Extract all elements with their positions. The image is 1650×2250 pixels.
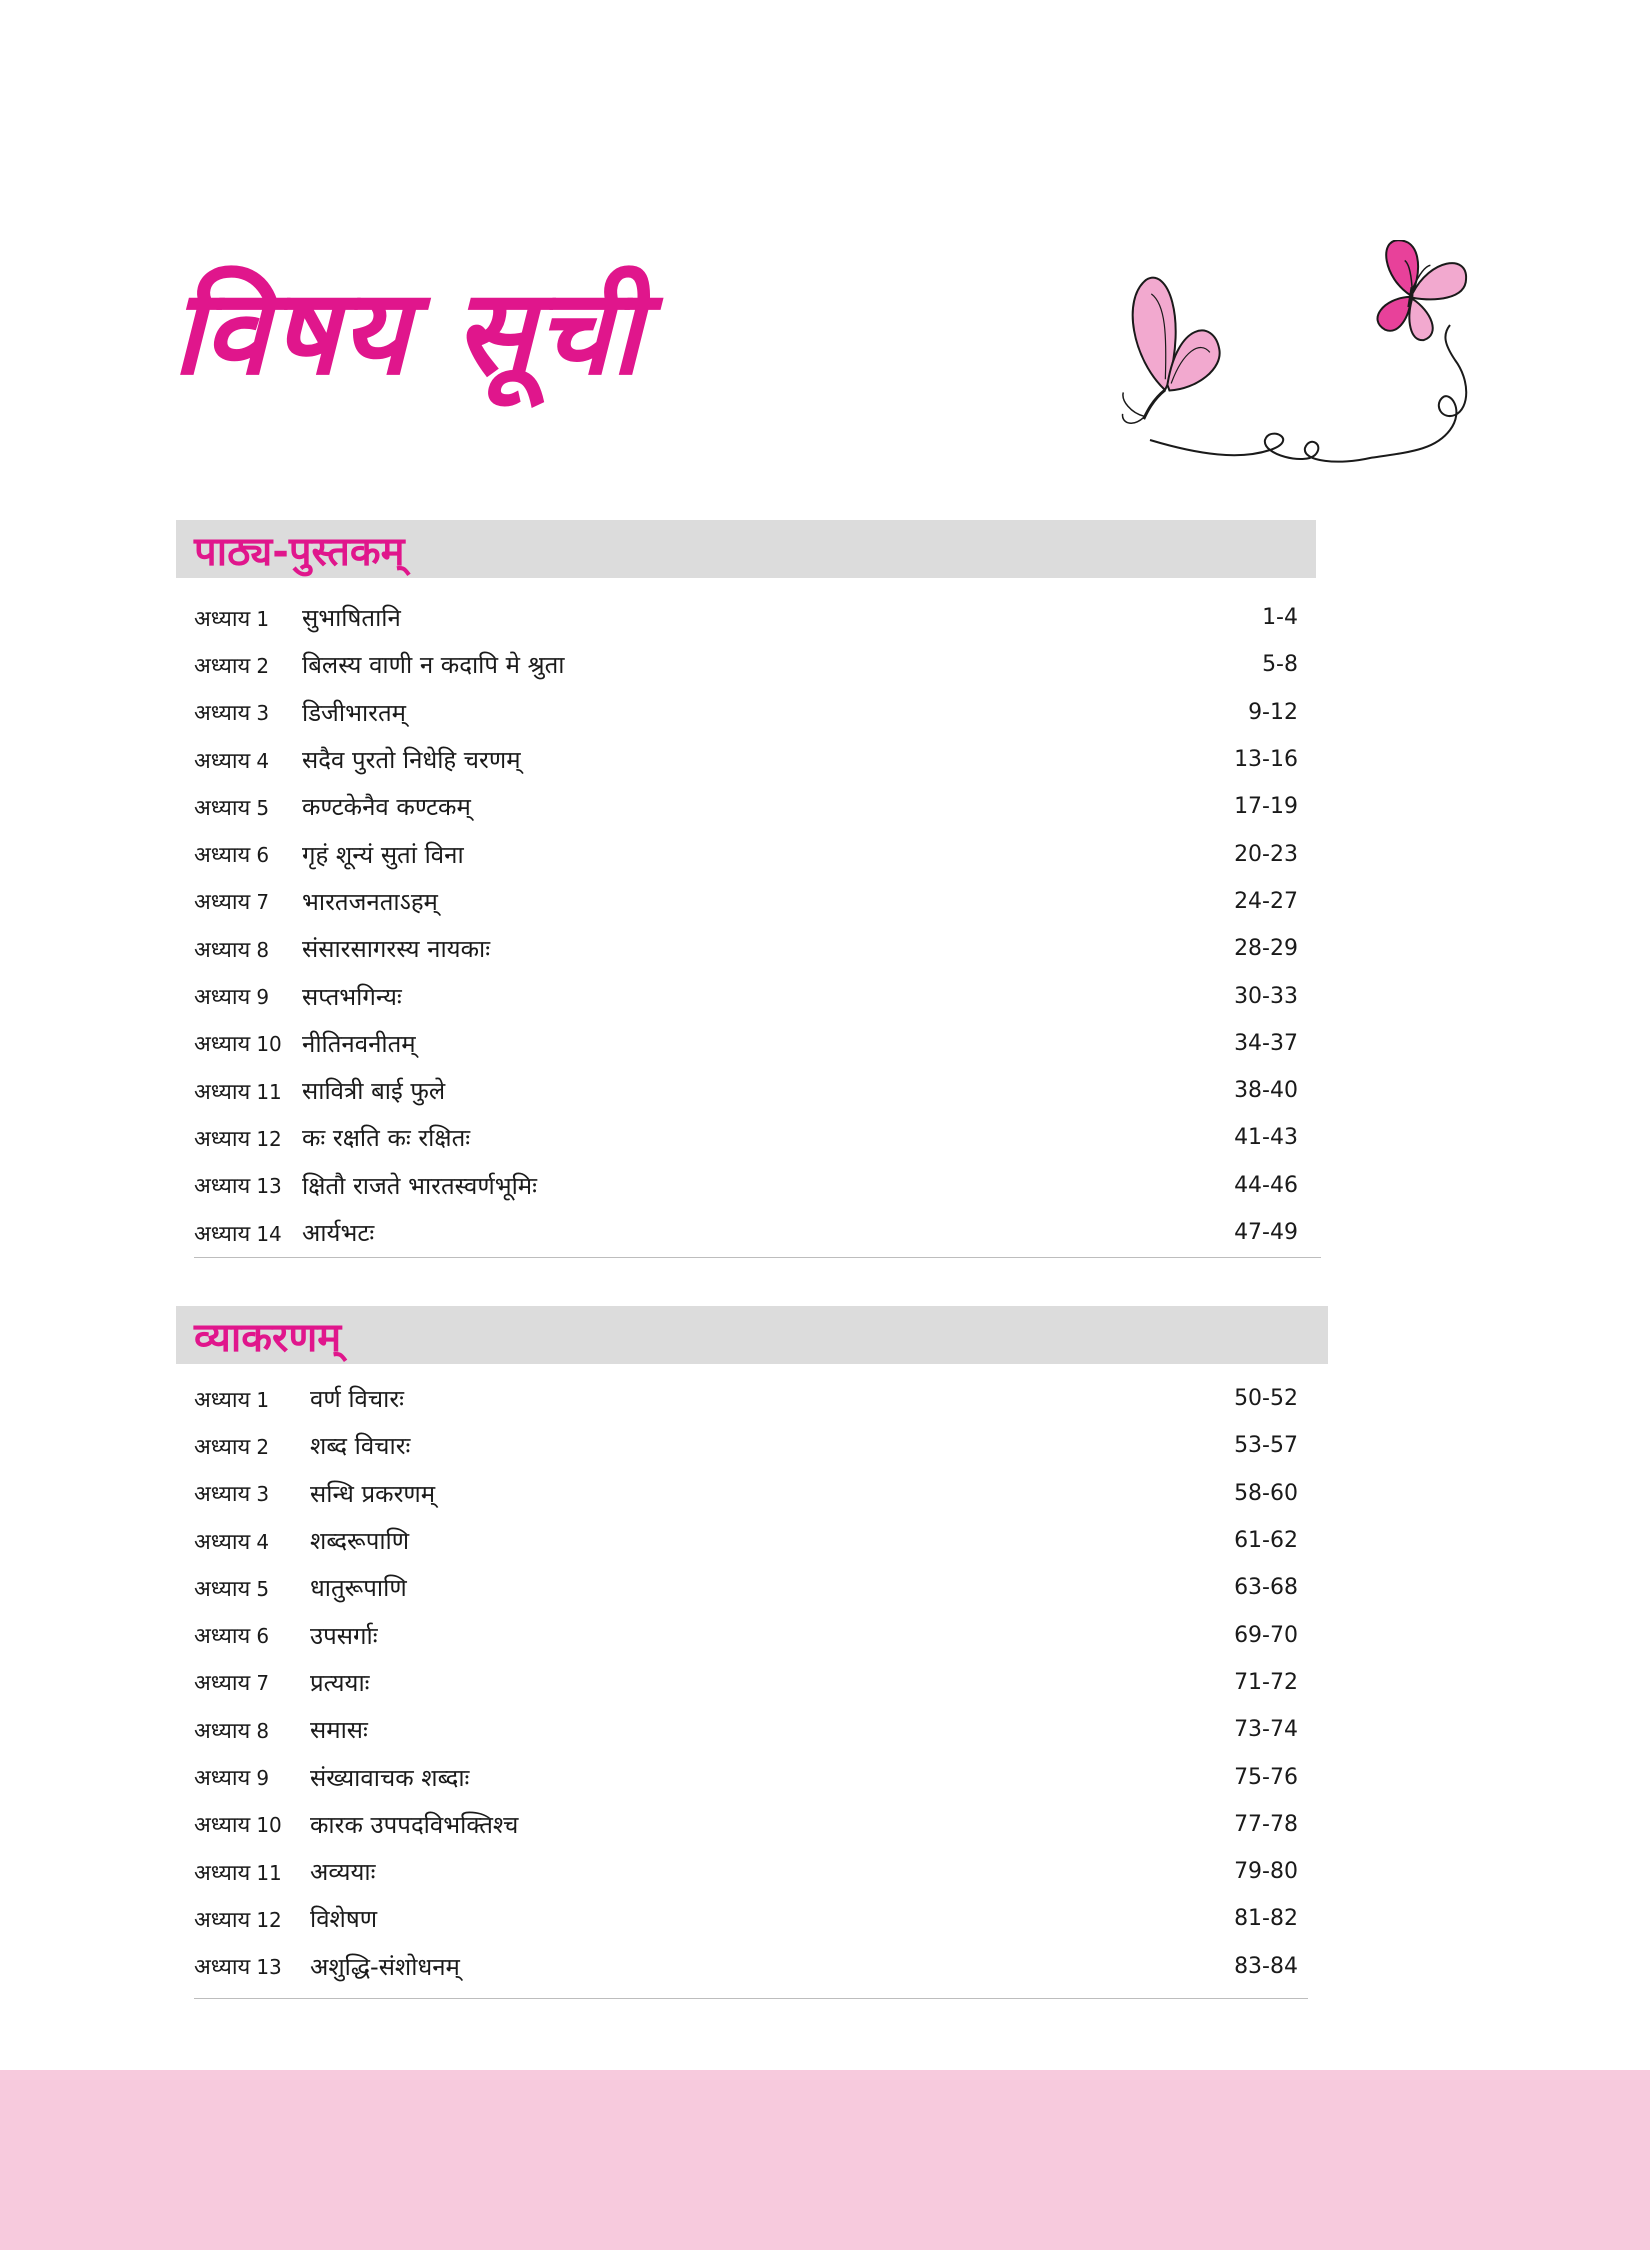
chapter-title: अशुद्धि-संशोधनम् <box>310 1952 460 1981</box>
page-range: 9-12 <box>1248 699 1298 725</box>
chapter-label <box>194 1123 302 1153</box>
chapter-label <box>194 886 302 916</box>
chapter-word: अध्याय <box>194 1624 251 1650</box>
chapter-number: 2 <box>256 653 270 678</box>
chapter-title: सावित्री बाई फुले <box>302 1077 446 1106</box>
page-range: 79-80 <box>1234 1859 1298 1885</box>
chapter-number: 9 <box>256 985 270 1010</box>
chapter-number: 6 <box>256 843 270 868</box>
chapter-word: अध्याय <box>194 1032 251 1058</box>
chapter-number: 1 <box>256 1387 270 1412</box>
chapter-title: क्षितौ राजते भारतस्वर्णभूमिः <box>302 1171 538 1200</box>
page-range: 53-57 <box>1234 1433 1298 1459</box>
toc-row[interactable] <box>194 641 1298 688</box>
toc-row[interactable] <box>194 594 1298 641</box>
chapter-number: 3 <box>256 701 270 726</box>
chapter-word: अध्याय <box>194 748 251 774</box>
page-range: 30-33 <box>1234 983 1298 1009</box>
chapter-title: नीतिनवनीतम् <box>302 1029 416 1058</box>
chapter-number: 7 <box>256 1671 270 1696</box>
chapter-label <box>194 1715 310 1745</box>
page-range: 69-70 <box>1234 1622 1298 1648</box>
chapter-title: गृहं शून्यं सुतां विना <box>302 840 464 869</box>
chapter-title: प्रत्ययाः <box>310 1668 370 1697</box>
section-divider <box>194 1998 1308 1999</box>
section-header-textbook <box>176 520 1316 578</box>
toc-row[interactable] <box>194 736 1298 783</box>
page-range: 71-72 <box>1234 1669 1298 1695</box>
toc-row[interactable] <box>194 1422 1298 1469</box>
chapter-label <box>194 1384 310 1414</box>
chapter-title: विशेषण <box>310 1905 378 1934</box>
page-range: 5-8 <box>1262 652 1298 678</box>
chapter-number: 9 <box>256 1766 270 1791</box>
chapter-title: सप्तभगिन्यः <box>302 982 402 1011</box>
chapter-label <box>194 650 302 680</box>
toc-row[interactable] <box>194 1895 1298 1942</box>
chapter-number: 4 <box>256 1529 270 1554</box>
chapter-word: अध्याय <box>194 1718 251 1744</box>
section-heading: पाठ्य-पुस्तकम् <box>194 528 405 575</box>
section-divider <box>194 1257 1321 1258</box>
toc-row[interactable] <box>194 1848 1298 1895</box>
chapter-title: कारक उपपदविभक्तिश्च <box>310 1810 519 1839</box>
toc-row[interactable] <box>194 830 1298 877</box>
chapter-number: 11 <box>256 1860 282 1885</box>
page-range: 28-29 <box>1234 936 1298 962</box>
chapter-title: उपसर्गाः <box>310 1621 378 1650</box>
toc-row[interactable] <box>194 1020 1298 1067</box>
chapter-label <box>194 1857 310 1887</box>
chapter-number: 11 <box>256 1079 282 1104</box>
toc-row[interactable] <box>194 1753 1298 1800</box>
chapter-title: भारतजनताऽहम् <box>302 887 438 916</box>
page-range: 77-78 <box>1234 1811 1298 1837</box>
chapter-word: अध्याय <box>194 1126 251 1152</box>
chapter-word: अध्याय <box>194 1576 251 1602</box>
toc-row[interactable] <box>194 783 1298 830</box>
chapter-word: अध्याय <box>194 1671 251 1697</box>
chapter-title: सुभाषितानि <box>302 604 401 633</box>
chapter-title: कण्टकेनैव कण्टकम् <box>302 793 471 822</box>
section-heading: व्याकरणम् <box>194 1314 342 1361</box>
chapter-title: शब्द विचारः <box>310 1432 411 1461</box>
chapter-title: धातुरूपाणि <box>310 1574 407 1603</box>
toc-row[interactable] <box>194 1564 1298 1611</box>
chapter-number: 12 <box>256 1907 282 1932</box>
toc-row[interactable] <box>194 1517 1298 1564</box>
two-butterflies-icon <box>1070 240 1490 490</box>
chapter-word: अध्याय <box>194 1079 251 1105</box>
chapter-word: अध्याय <box>194 937 251 963</box>
chapter-word: अध्याय <box>194 1955 251 1981</box>
toc-row[interactable] <box>194 925 1298 972</box>
chapter-word: अध्याय <box>194 606 251 632</box>
chapter-label <box>194 1951 310 1981</box>
page-range: 24-27 <box>1234 888 1298 914</box>
chapter-title: कः रक्षति कः रक्षितः <box>302 1124 471 1153</box>
chapter-word: अध्याय <box>194 1221 251 1247</box>
chapter-title: सन्धि प्रकरणम् <box>310 1479 436 1508</box>
chapter-title: संख्यावाचक शब्दाः <box>310 1763 470 1792</box>
chapter-title: बिलस्य वाणी न कदापि मे श्रुता <box>302 651 565 680</box>
section-header-grammar <box>176 1306 1328 1364</box>
toc-row[interactable] <box>194 689 1298 736</box>
page-range: 61-62 <box>1234 1528 1298 1554</box>
page-range: 20-23 <box>1234 841 1298 867</box>
chapter-label <box>194 839 302 869</box>
page-range: 75-76 <box>1234 1764 1298 1790</box>
chapter-word: अध्याय <box>194 1907 251 1933</box>
chapter-number: 7 <box>256 890 270 915</box>
chapter-label <box>194 1076 302 1106</box>
toc-row[interactable] <box>194 1659 1298 1706</box>
page-range: 41-43 <box>1234 1125 1298 1151</box>
toc-row[interactable] <box>194 1209 1298 1256</box>
chapter-number: 12 <box>256 1126 282 1151</box>
chapter-word: अध्याय <box>194 1482 251 1508</box>
chapter-number: 6 <box>256 1624 270 1649</box>
page-range: 13-16 <box>1234 747 1298 773</box>
chapter-word: अध्याय <box>194 1529 251 1555</box>
page-range: 47-49 <box>1234 1220 1298 1245</box>
chapter-word: अध्याय <box>194 843 251 869</box>
toc-row[interactable] <box>194 1067 1298 1114</box>
chapter-label <box>194 981 302 1011</box>
footer-band <box>0 2070 1650 2250</box>
toc-row[interactable] <box>194 1470 1298 1517</box>
chapter-title: अव्ययाः <box>310 1858 376 1887</box>
chapter-number: 14 <box>256 1221 282 1246</box>
chapter-word: अध्याय <box>194 1434 251 1460</box>
toc-row[interactable] <box>194 878 1298 925</box>
chapter-label <box>194 1526 310 1556</box>
chapter-word: अध्याय <box>194 890 251 916</box>
chapter-number: 8 <box>256 937 270 962</box>
toc-row[interactable] <box>194 1943 1298 1990</box>
chapter-label <box>194 1431 310 1461</box>
chapter-word: अध्याय <box>194 653 251 679</box>
chapter-word: अध्याय <box>194 1813 251 1839</box>
chapter-label <box>194 1478 310 1508</box>
chapter-number: 4 <box>256 748 270 773</box>
chapter-number: 13 <box>256 1174 282 1199</box>
chapter-label <box>194 1762 310 1792</box>
page-range: 58-60 <box>1234 1480 1298 1506</box>
toc-row[interactable] <box>194 972 1298 1019</box>
toc-row[interactable] <box>194 1375 1298 1422</box>
toc-row[interactable] <box>194 1801 1298 1848</box>
chapter-label <box>194 1809 310 1839</box>
toc-row[interactable] <box>194 1162 1298 1209</box>
page-range: 44-46 <box>1234 1172 1298 1198</box>
chapter-title: वर्ण विचारः <box>310 1385 405 1414</box>
chapter-label <box>194 1620 310 1650</box>
page-range: 63-68 <box>1234 1575 1298 1601</box>
chapter-label <box>194 1904 310 1934</box>
chapter-word: अध्याय <box>194 1387 251 1413</box>
page-range: 81-82 <box>1234 1906 1298 1932</box>
chapter-word: अध्याय <box>194 1766 251 1792</box>
chapter-number: 5 <box>256 795 270 820</box>
page-range: 38-40 <box>1234 1078 1298 1104</box>
chapter-title: संसारसागरस्य नायकाः <box>302 935 491 964</box>
chapter-number: 3 <box>256 1482 270 1507</box>
chapter-number: 5 <box>256 1576 270 1601</box>
page-range: 34-37 <box>1234 1030 1298 1056</box>
chapter-word: अध्याय <box>194 1860 251 1886</box>
chapter-title: शब्दरूपाणि <box>310 1527 410 1556</box>
toc-row[interactable] <box>194 1114 1298 1161</box>
page-range: 50-52 <box>1234 1386 1298 1412</box>
chapter-word: अध्याय <box>194 1174 251 1200</box>
chapter-number: 8 <box>256 1718 270 1743</box>
toc-row[interactable] <box>194 1611 1298 1658</box>
chapter-number: 2 <box>256 1434 270 1459</box>
chapter-number: 1 <box>256 606 270 631</box>
chapter-number: 10 <box>256 1032 282 1057</box>
chapter-word: अध्याय <box>194 985 251 1011</box>
chapter-number: 13 <box>256 1955 282 1980</box>
chapter-label <box>194 1170 302 1200</box>
chapter-label <box>194 1028 302 1058</box>
page-range: 1-4 <box>1262 605 1298 631</box>
page-range: 83-84 <box>1234 1953 1298 1979</box>
chapter-word: अध्याय <box>194 795 251 821</box>
chapter-label <box>194 603 302 633</box>
chapter-label <box>194 745 302 775</box>
chapter-label <box>194 792 302 822</box>
toc-list-grammar <box>194 1375 1298 1990</box>
toc-row[interactable] <box>194 1706 1298 1753</box>
page-range: 17-19 <box>1234 794 1298 820</box>
chapter-word: अध्याय <box>194 701 251 727</box>
chapter-title: डिजीभारतम् <box>302 698 407 727</box>
chapter-label <box>194 1218 302 1248</box>
chapter-title: आर्यभटः <box>302 1219 375 1247</box>
chapter-label <box>194 934 302 964</box>
chapter-title: सदैव पुरतो निधेहि चरणम् <box>302 746 521 775</box>
toc-list-textbook <box>194 594 1298 1256</box>
page-range: 73-74 <box>1234 1717 1298 1743</box>
chapter-number: 10 <box>256 1813 282 1838</box>
chapter-title: समासः <box>310 1716 368 1745</box>
chapter-label <box>194 1573 310 1603</box>
chapter-label <box>194 1667 310 1697</box>
page-title: विषय सूची <box>172 263 644 401</box>
chapter-label <box>194 697 302 727</box>
